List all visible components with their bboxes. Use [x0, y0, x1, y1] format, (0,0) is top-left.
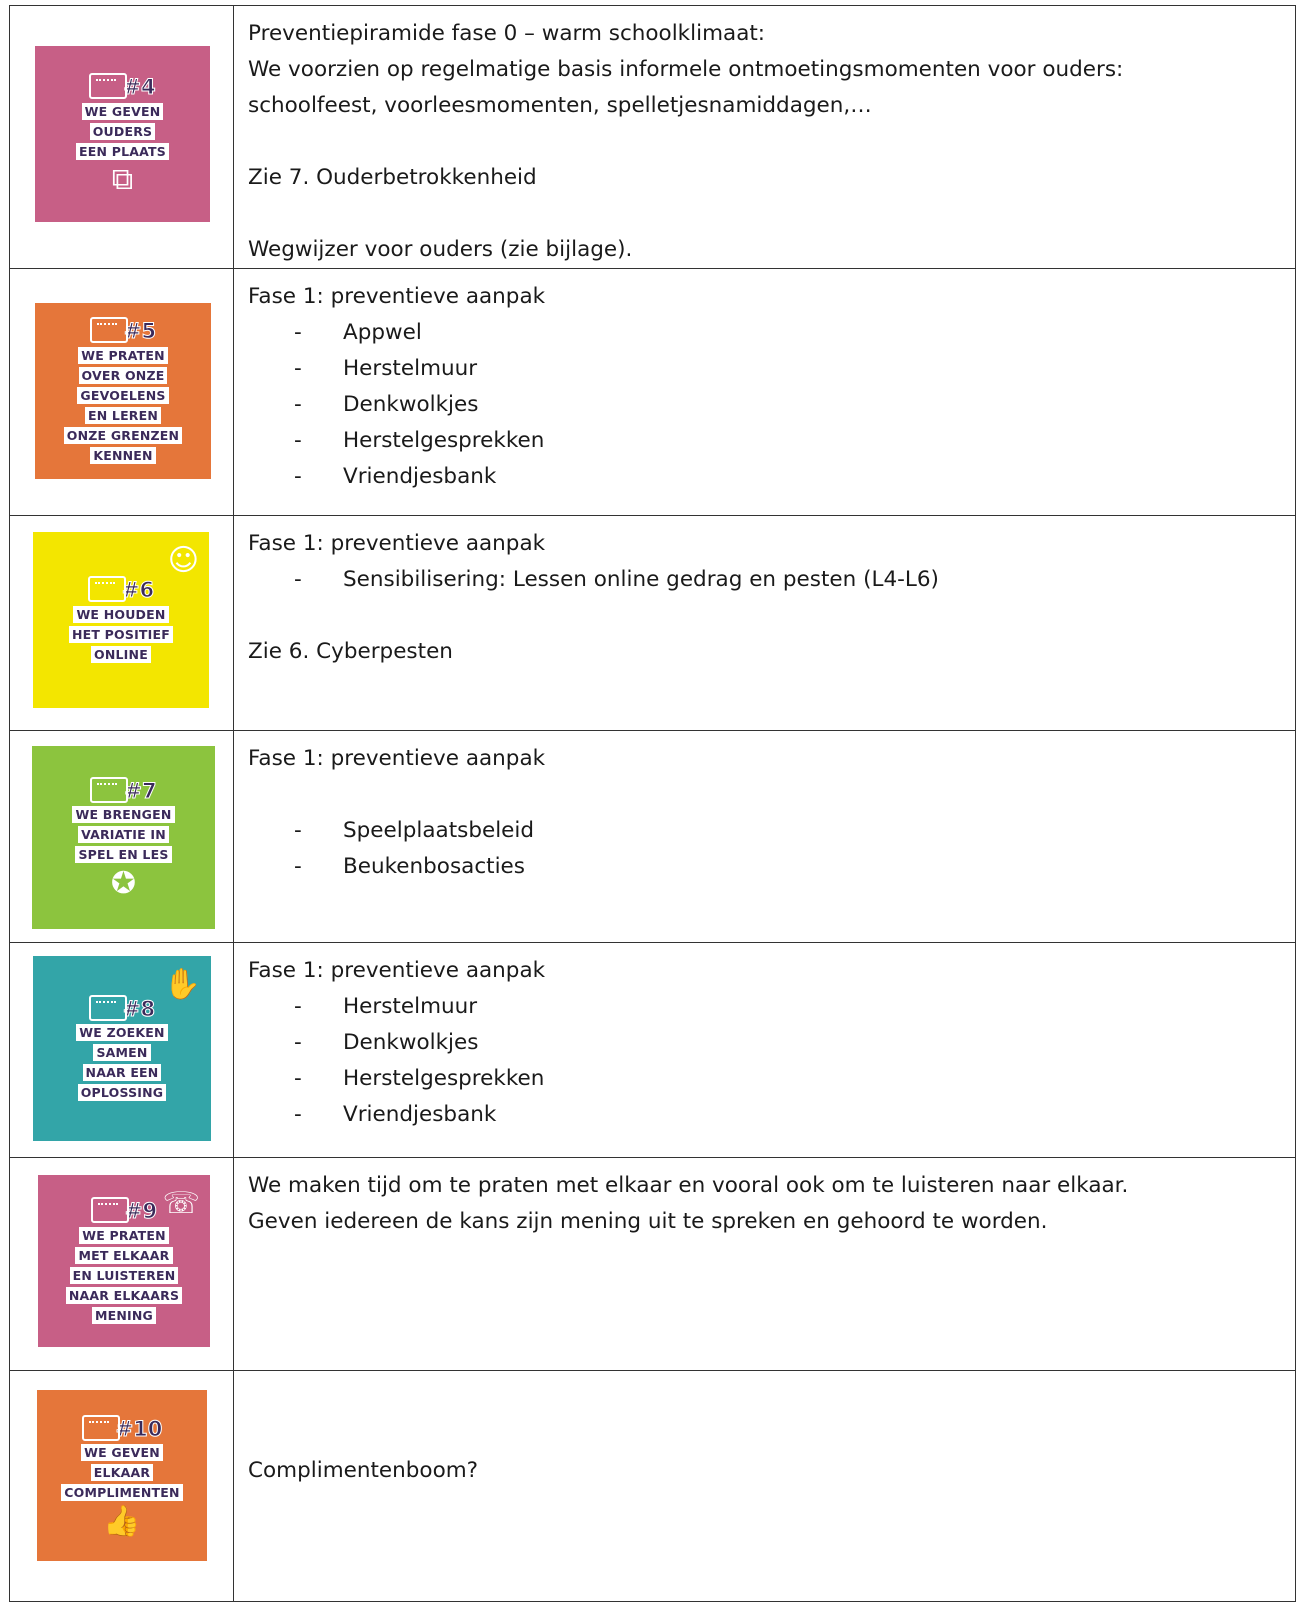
- text-line: We maken tijd om te praten met elkaar en vooral ook om te luisteren naar elkaar.: [248, 1173, 1129, 1198]
- list-item: [248, 315, 1285, 351]
- text-line: Zie 6. Cyberpesten: [248, 639, 453, 664]
- tile-label: EEN PLAATS: [76, 143, 169, 160]
- brick-icon: [90, 777, 128, 803]
- table-row: [10, 1371, 1296, 1602]
- list-dash: -: [294, 356, 302, 381]
- thumbs-up-card-icon: 👍: [103, 1503, 141, 1539]
- list-item: [248, 351, 1285, 387]
- tile-label: WE BRENGEN: [72, 806, 174, 823]
- tile-number: [88, 576, 154, 602]
- tile-label: ONZE GRENZEN: [64, 427, 182, 444]
- list-dash: -: [294, 320, 302, 345]
- tile-labels: [66, 1225, 182, 1325]
- text-line: We voorzien op regelmatige basis informele ontmoetingsmomenten voor ouders:: [248, 57, 1124, 82]
- document-table: [9, 5, 1296, 1602]
- list-item: [248, 1061, 1285, 1097]
- list-item: [248, 1097, 1285, 1133]
- high-five-icon: ✋: [163, 967, 201, 1002]
- brick-icon: [88, 576, 126, 602]
- list-item: [248, 1025, 1285, 1061]
- theme-tile-image: [32, 746, 215, 929]
- theme-tile-image: [38, 1175, 210, 1347]
- list-item-text: Sensibilisering: Lessen online gedrag en pesten (L4-L6): [343, 567, 939, 592]
- tile-label: HET POSITIEF: [69, 626, 173, 643]
- list-item-text: Vriendjesbank: [343, 1102, 497, 1127]
- text-line: Complimentenboom?: [248, 1458, 479, 1483]
- tile-label: WE HOUDEN: [73, 606, 168, 623]
- list-item-text: Beukenbosacties: [343, 854, 525, 879]
- text-line: Geven iedereen de kans zijn mening uit te spreken en gehoord te worden.: [248, 1209, 1048, 1234]
- tile-label: KENNEN: [90, 447, 155, 464]
- brick-icon: [90, 317, 128, 343]
- tile-label: ONLINE: [91, 646, 151, 663]
- list-item: [248, 813, 1285, 849]
- blank-line: [248, 124, 1285, 160]
- list-item: [248, 423, 1285, 459]
- list-item: [248, 562, 1285, 598]
- text-line: Zie 7. Ouderbetrokkenheid: [248, 165, 537, 190]
- theme-tile-image: [35, 303, 211, 479]
- phone-smiley-icon: ☺: [167, 543, 199, 578]
- tile-cell: [10, 943, 234, 1158]
- brick-icon: [89, 995, 127, 1021]
- tile-label: COMPLIMENTEN: [61, 1484, 182, 1501]
- tile-label: VARIATIE IN: [78, 826, 169, 843]
- list-dash: -: [294, 1066, 302, 1091]
- theme-tile-image: [33, 532, 209, 708]
- tile-number-text: #8: [122, 996, 156, 1021]
- list-dash: -: [294, 567, 302, 592]
- tile-number-text: #4: [123, 75, 156, 99]
- text-cell: [234, 269, 1296, 516]
- tile-labels: [76, 1023, 167, 1103]
- tile-label: EN LEREN: [85, 407, 161, 424]
- ear-speech-icon: ☏: [162, 1186, 200, 1221]
- tile-label: MET ELKAAR: [75, 1247, 172, 1264]
- text-line: Fase 1: preventieve aanpak: [248, 746, 546, 771]
- list-item: [248, 989, 1285, 1025]
- text-cell: [234, 6, 1296, 269]
- tile-label: WE ZOEKEN: [76, 1024, 167, 1041]
- text-cell: [234, 731, 1296, 943]
- list-dash: -: [294, 1102, 302, 1127]
- list-dash: -: [294, 464, 302, 489]
- list-dash: -: [294, 818, 302, 843]
- text-cell: [234, 1371, 1296, 1602]
- brick-icon: [91, 1197, 129, 1223]
- tile-label: OVER ONZE: [79, 367, 168, 384]
- tile-labels: [76, 101, 169, 161]
- list-item: [248, 459, 1285, 495]
- brick-icon: [89, 73, 127, 99]
- list-dash: -: [294, 1030, 302, 1055]
- table-row: [10, 1158, 1296, 1371]
- text-cell: [234, 943, 1296, 1158]
- tile-label: OUDERS: [90, 123, 156, 140]
- blank-line: [248, 777, 1285, 813]
- brick-icon: [82, 1415, 120, 1441]
- tile-number: [89, 73, 155, 99]
- list-dash: -: [294, 392, 302, 417]
- tile-number: [90, 777, 156, 803]
- tile-labels: [72, 805, 174, 865]
- tile-labels: [69, 604, 173, 664]
- tile-cell: [10, 1371, 234, 1602]
- list-item-text: Denkwolkjes: [343, 392, 479, 417]
- table-row: [10, 731, 1296, 943]
- tile-number: [90, 317, 156, 343]
- table-row: [10, 943, 1296, 1158]
- tile-label: ELKAAR: [91, 1464, 153, 1481]
- list-item: [248, 387, 1285, 423]
- text-line: Preventiepiramide fase 0 – warm schoolklimaat:: [248, 21, 766, 46]
- table-row: [10, 6, 1296, 269]
- tile-number-text: #5: [123, 319, 157, 343]
- list-item-text: Herstelgesprekken: [343, 428, 545, 453]
- list-item: [248, 849, 1285, 885]
- tile-labels: [64, 345, 182, 465]
- blank-line: [248, 1381, 1285, 1417]
- theme-tile-image: [33, 956, 211, 1141]
- list-item-text: Speelplaatsbeleid: [343, 818, 535, 843]
- tile-label: WE PRATEN: [78, 347, 168, 364]
- theme-tile-image: [37, 1390, 207, 1561]
- text-cell: [234, 1158, 1296, 1371]
- tile-label: NAAR EEN: [83, 1064, 162, 1081]
- tile-number: [91, 1197, 157, 1223]
- puzzle-hands-icon: ⧉: [111, 162, 134, 197]
- list-item-text: Denkwolkjes: [343, 1030, 479, 1055]
- tile-cell: [10, 269, 234, 516]
- theme-tile-image: [35, 46, 210, 222]
- tile-label: SAMEN: [93, 1044, 150, 1061]
- tile-cell: [10, 516, 234, 731]
- tile-labels: [61, 1443, 182, 1503]
- text-line: Wegwijzer voor ouders (zie bijlage).: [248, 237, 633, 262]
- tile-label: WE GEVEN: [81, 1444, 163, 1461]
- list-item-text: Herstelgesprekken: [343, 1066, 545, 1091]
- tile-label: GEVOELENS: [77, 387, 168, 404]
- tile-number: [89, 995, 155, 1021]
- tile-number: [82, 1415, 163, 1441]
- table-row: [10, 516, 1296, 731]
- tile-number-text: #6: [121, 578, 155, 602]
- tile-number-text: #7: [124, 778, 157, 803]
- tile-label: EN LUISTEREN: [70, 1267, 179, 1284]
- list-item-text: Herstelmuur: [343, 994, 478, 1019]
- tile-cell: [10, 1158, 234, 1371]
- list-item-text: Herstelmuur: [343, 356, 478, 381]
- tile-number-text: #10: [115, 1416, 163, 1441]
- text-line: Fase 1: preventieve aanpak: [248, 531, 546, 556]
- tile-label: MENING: [92, 1307, 156, 1324]
- tile-label: SPEL EN LES: [75, 846, 171, 863]
- list-item-text: Appwel: [343, 320, 422, 345]
- award-badge-icon: ✪: [110, 865, 137, 901]
- text-line: Fase 1: preventieve aanpak: [248, 958, 546, 983]
- blank-line: [248, 598, 1285, 634]
- tile-label: OPLOSSING: [78, 1084, 167, 1101]
- tile-label: NAAR ELKAARS: [66, 1287, 182, 1304]
- blank-line: [248, 196, 1285, 232]
- tile-label: WE GEVEN: [82, 103, 164, 120]
- table-row: [10, 269, 1296, 516]
- list-item-text: Vriendjesbank: [343, 464, 497, 489]
- tile-number-text: #9: [124, 1199, 158, 1223]
- text-line: Fase 1: preventieve aanpak: [248, 284, 546, 309]
- list-dash: -: [294, 994, 302, 1019]
- tile-label: WE PRATEN: [79, 1227, 169, 1244]
- text-line: schoolfeest, voorleesmomenten, spelletjesnamiddagen,…: [248, 93, 872, 118]
- tile-cell: [10, 731, 234, 943]
- text-cell: [234, 516, 1296, 731]
- blank-line: [248, 1417, 1285, 1453]
- list-dash: -: [294, 854, 302, 879]
- tile-cell: [10, 6, 234, 269]
- list-dash: -: [294, 428, 302, 453]
